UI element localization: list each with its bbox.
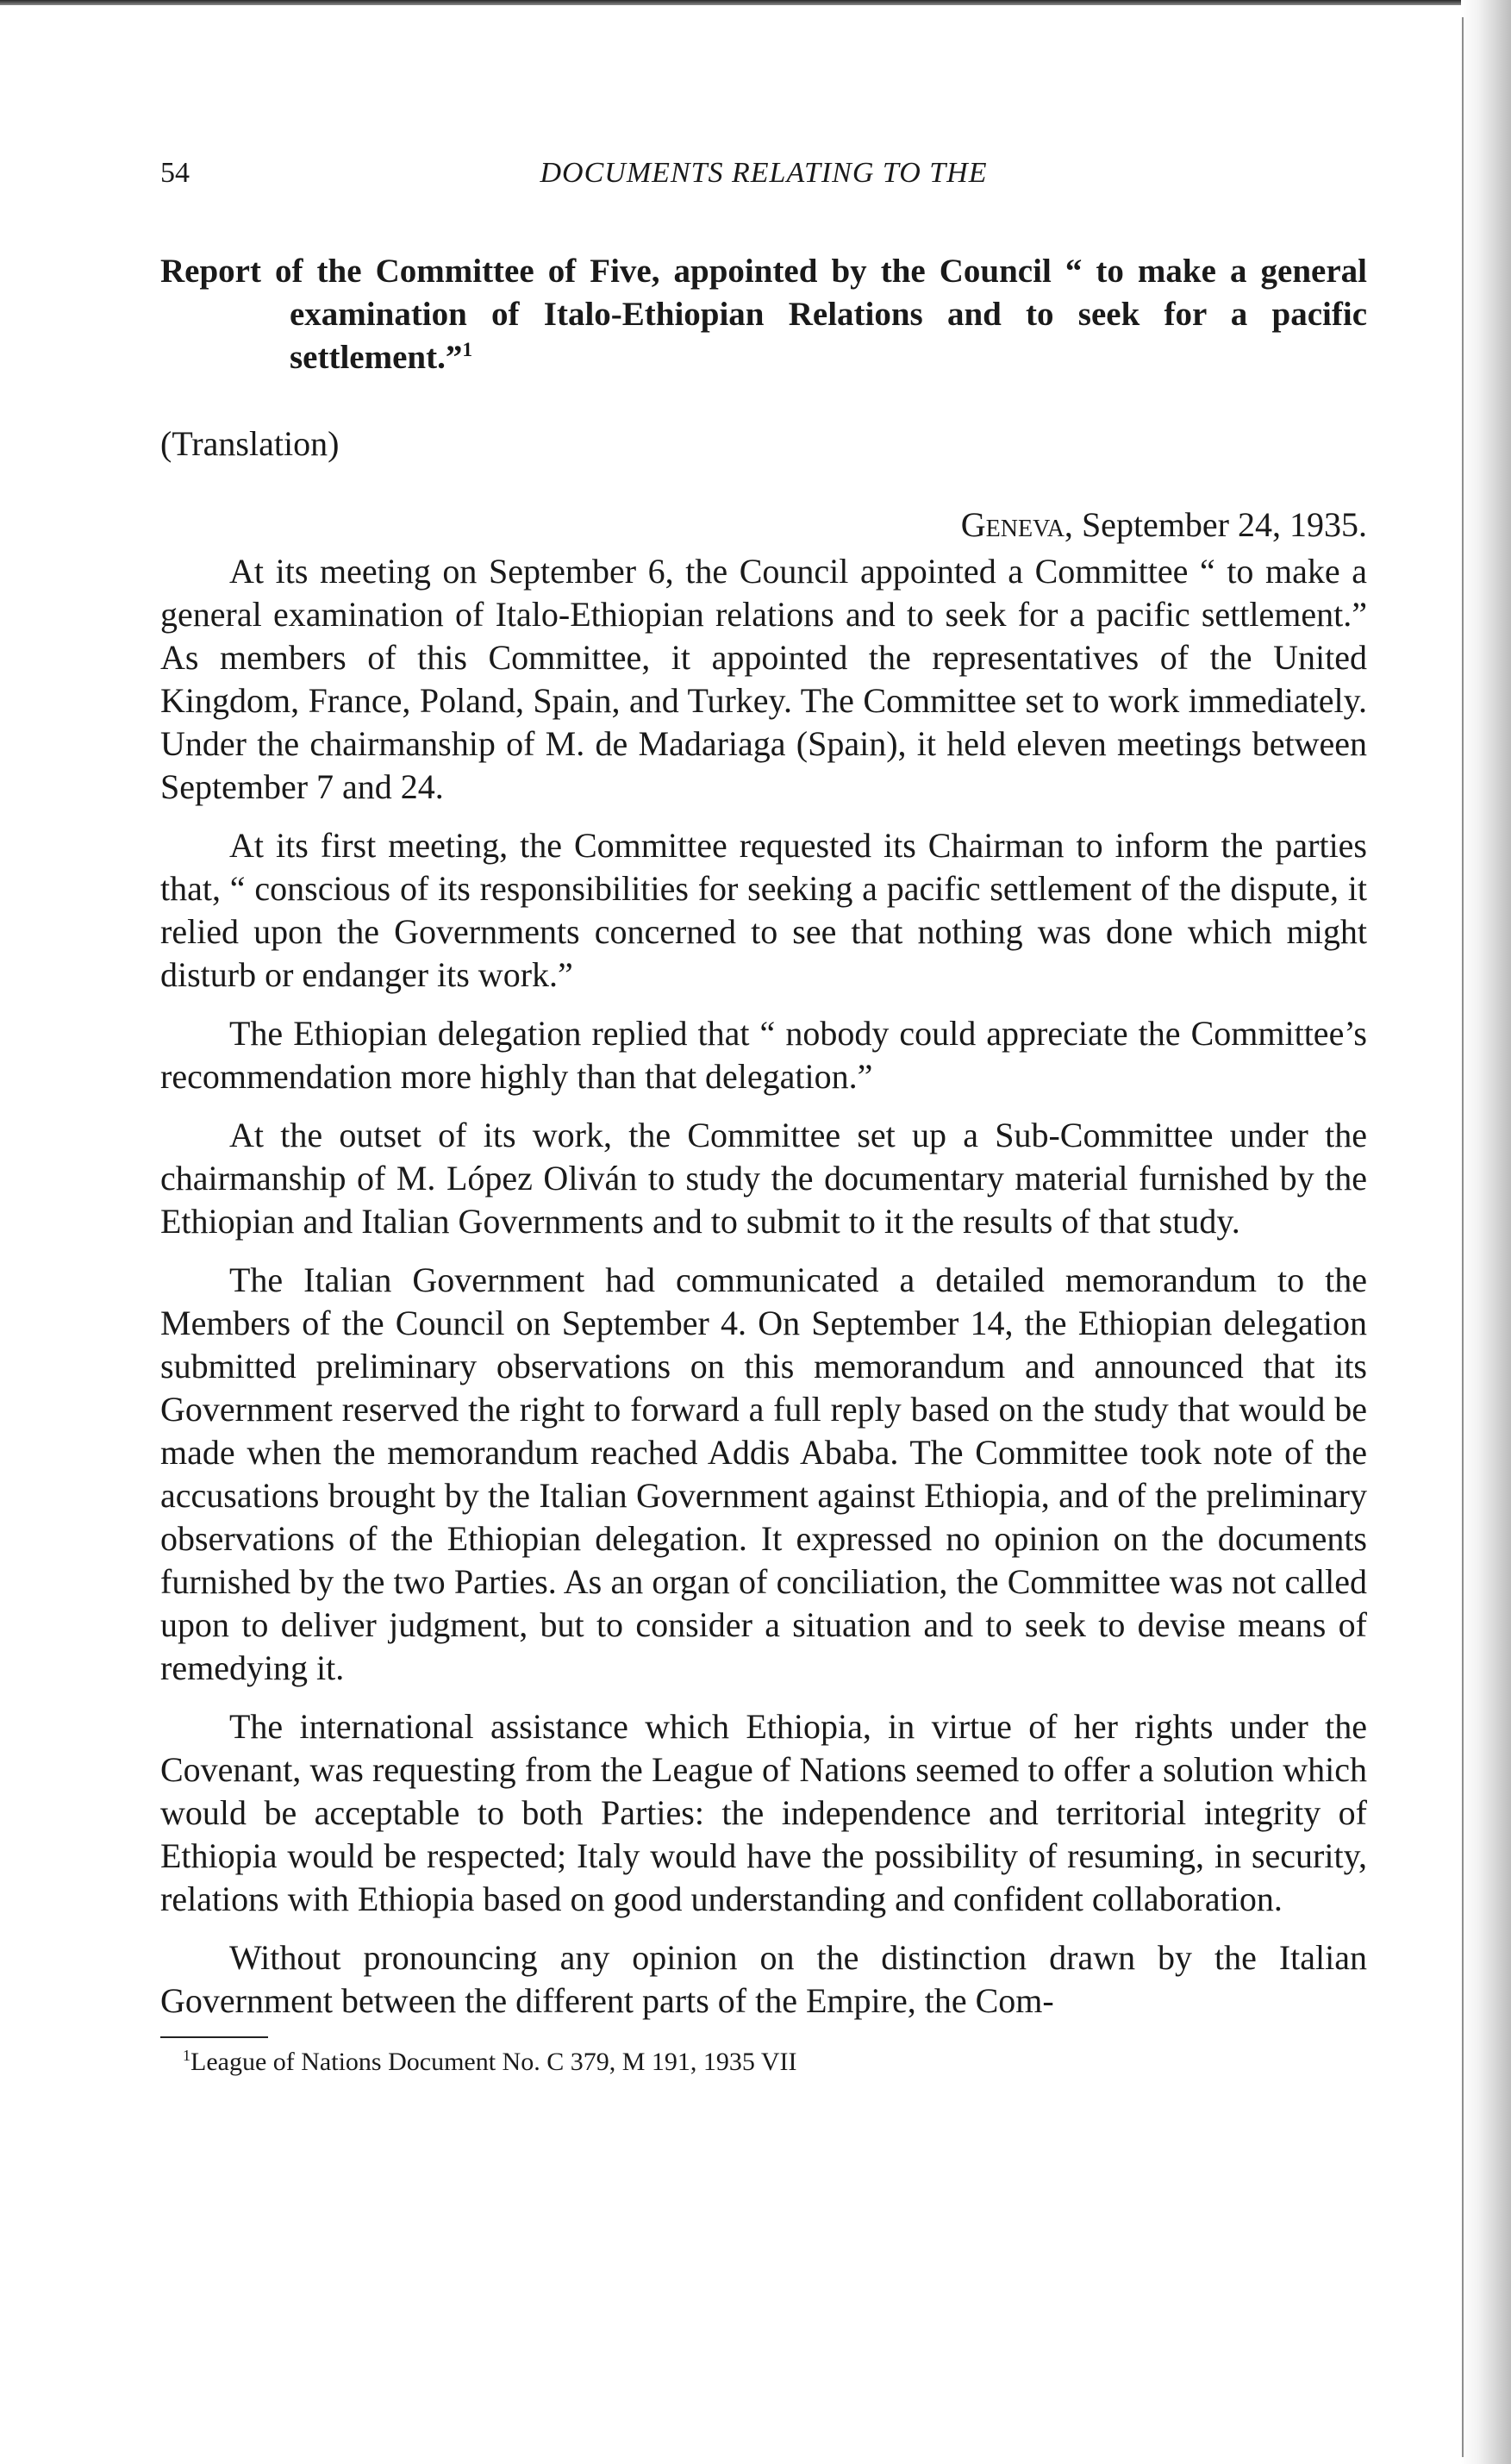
paragraph-6: The international assistance which Ethiopia, in virtue of her rights under the Covenant, was requesting from the League of Nations seemed to offer a solution which would be acceptable to both Parties: the independence and territorial integrity of Ethiopia would be respected; Italy would have the possibility of resuming, in security, relations with Ethiopia based on good understanding and confident collaboration.	[160, 1707, 1367, 1918]
paragraph-7: Without pronouncing any opinion on the distinction drawn by the Italian Government between the different parts of the Empire, the Com-	[160, 1938, 1367, 2020]
page-number: 54	[160, 157, 190, 189]
translation-note: (Translation)	[160, 424, 340, 463]
dateline-place: Geneva,	[960, 505, 1073, 544]
scan-top-edge	[0, 0, 1511, 5]
paragraph-3: The Ethiopian delegation replied that “ nobody could appreciate the Committee’s recommendation more highly than that delegation.”	[160, 1014, 1367, 1096]
footnote-rule	[160, 2036, 268, 2038]
paragraph-4: At the outset of its work, the Committee set up a Sub-Committee under the chairmanship of M. López Oliván to study the documentary material furnished by the Ethiopian and Italian Governments and to submit to it the results of that study.	[160, 1116, 1367, 1241]
title-footnote-mark: 1	[462, 339, 473, 361]
paragraph-5: The Italian Government had communicated a detailed memorandum to the Members of the Council on September 4. On September 14, the Ethiopian delegation submitted preliminary observations on this memorandum and announced that its Government reserved the right to forward a full reply based on the study that would be made when the memorandum reached Addis Ababa. The Committee took note of the accusations brought by the Italian Government against Ethiopia, and of the preliminary observations of the Ethiopian delegation. It expressed no opinion on the documents furnished by the two Parties. As an organ of conciliation, the Committee was not called upon to deliver judgment, but to consider a situation and to seek to devise means of remedying it.	[160, 1260, 1367, 1687]
running-head	[160, 147, 1367, 198]
running-title: DOCUMENTS RELATING TO THE	[540, 157, 988, 189]
report-title	[160, 250, 1367, 379]
paragraph-2: At its first meeting, the Committee requested its Chairman to inform the parties that, “ conscious of its responsibilities for seeking a pacific settlement of the dispute, it relied upon the Governments concerned to see that nothing was done which might disturb or endanger its work.”	[160, 826, 1367, 994]
footnote-text: League of Nations Document No. C 379, M 191, 1935 VII	[190, 2048, 797, 2076]
paragraph-1: At its meeting on September 6, the Council appointed a Committee “ to make a general examination of Italo-Ethiopian relations and to seek for a pacific settlement.” As members of this Committee, it appointed the representatives of the United Kingdom, France, Poland, Spain, and Turkey. The Committee set to work immediately. Under the chairmanship of M. de Madariaga (Spain), it held eleven meetings between September 7 and 24.	[160, 552, 1367, 806]
document-page	[160, 147, 1367, 2078]
scan-right-edge	[1461, 0, 1511, 2464]
dateline	[160, 503, 1367, 547]
footnote	[160, 2047, 1367, 2078]
report-title-text: Report of the Committee of Five, appointed by the Council “ to make a general examination of Italo-Ethiopian Relations and to seek for a pacific settlement.”	[160, 253, 1367, 376]
scan-binding-line	[1462, 17, 1464, 2457]
footnote-mark: 1	[183, 2047, 190, 2064]
dateline-date: September 24, 1935.	[1081, 505, 1367, 544]
